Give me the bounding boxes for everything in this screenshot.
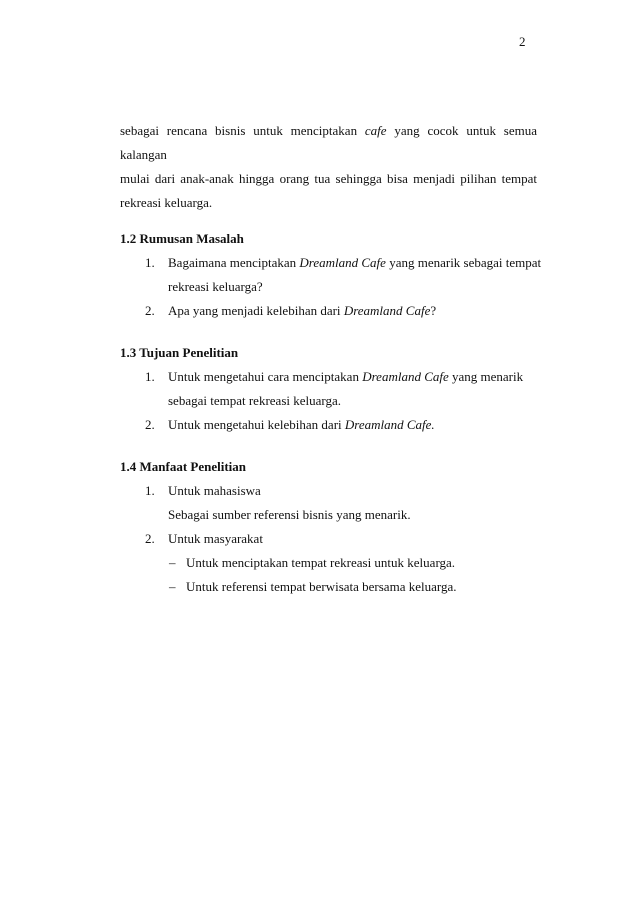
page-number: 2 xyxy=(519,34,526,49)
list-item: 1. Untuk mahasiswa Sebagai sumber referensi bisnis yang menarik. xyxy=(145,483,411,522)
list-item: 1. Untuk mengetahui cara menciptakan Dreamland Cafe yang menarik sebagai tempat rekreasi keluarga. xyxy=(145,369,524,408)
section-rumusan-masalah xyxy=(120,227,542,323)
dash-item: – Untuk menciptakan tempat rekreasi untuk keluarga. xyxy=(169,555,456,570)
list-item: 2. Untuk masyarakat xyxy=(145,531,263,546)
section-title: 1.2 Rumusan Masalah xyxy=(120,231,244,246)
list-item: 2. Apa yang menjadi kelebihan dari Dreamland Cafe? xyxy=(145,303,437,318)
intro-line-3: rekreasi keluarga. xyxy=(120,195,213,210)
document-body xyxy=(120,119,542,599)
intro-line-1: sebagai rencana bisnis untuk menciptakan cafe yang cocok untuk semua kalangan xyxy=(120,123,538,162)
intro-paragraph xyxy=(120,119,537,215)
dash-item: – Untuk referensi tempat berwisata bersama keluarga. xyxy=(169,579,457,594)
section-title: 1.4 Manfaat Penelitian xyxy=(120,459,247,474)
section-manfaat-penelitian xyxy=(120,455,537,599)
intro-line-2: mulai dari anak-anak hingga orang tua sehingga bisa menjadi pilihan tempat xyxy=(120,171,537,186)
list-item: 1. Bagaimana menciptakan Dreamland Cafe yang menarik sebagai tempat rekreasi keluarga? xyxy=(145,255,542,294)
list-item: 2. Untuk mengetahui kelebihan dari Dreamland Cafe. xyxy=(145,417,435,432)
section-title: 1.3 Tujuan Penelitian xyxy=(120,345,239,360)
section-tujuan-penelitian xyxy=(120,341,537,437)
